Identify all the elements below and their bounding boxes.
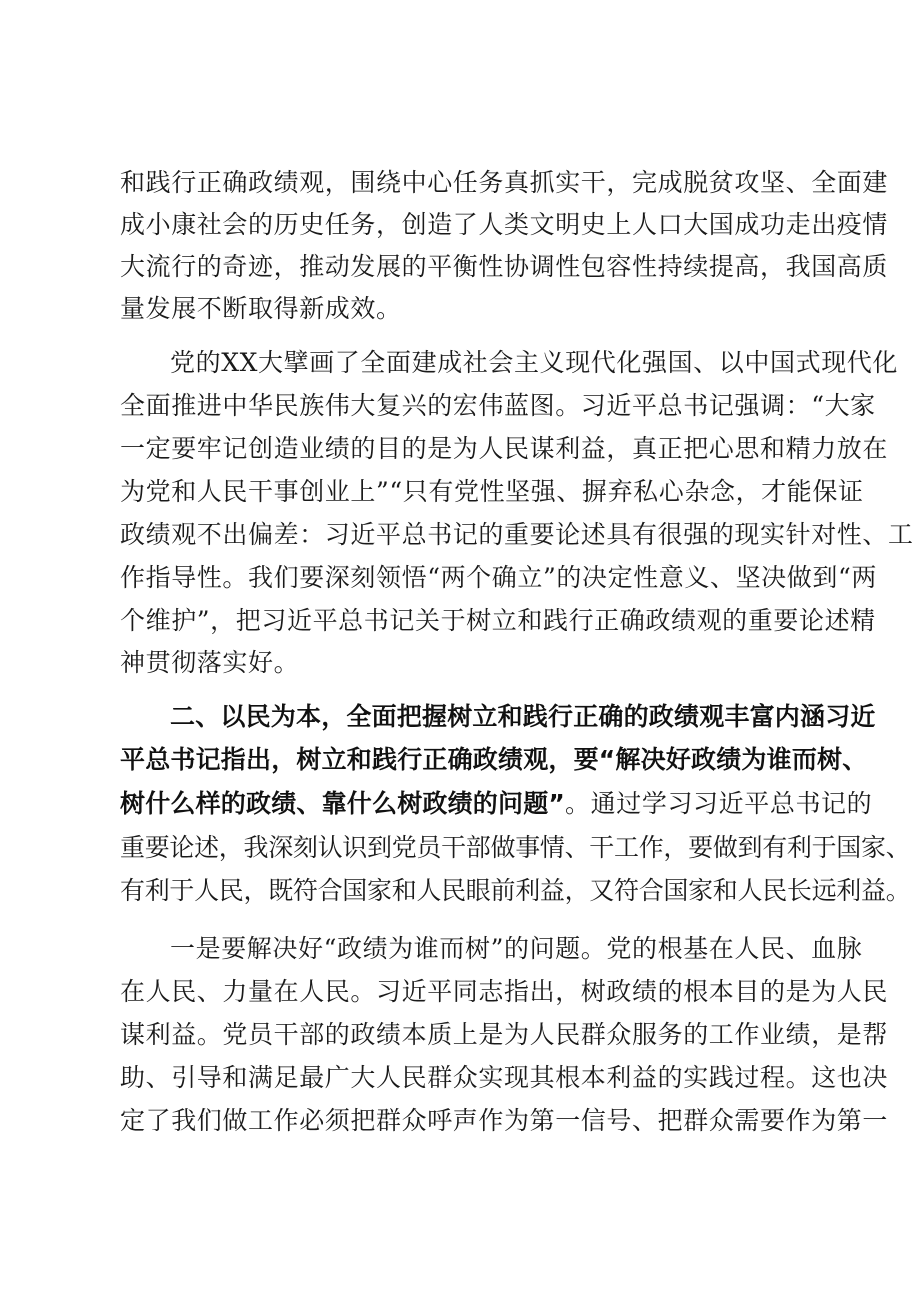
- text-line: 助、引导和满足最广大人民群众实现其根本利益的实践过程。这也决: [120, 1063, 889, 1092]
- text-line: 一是要解决好“政绩为谁而树”的问题。党的根基在人民、血脉: [170, 934, 863, 963]
- text-line: 大流行的奇迹，推动发展的平衡性协调性包容性持续提高，我国高质: [120, 252, 889, 281]
- text-line: 量发展不断取得新成效。: [120, 294, 402, 323]
- mixed-line: [120, 789, 872, 819]
- text-line: 有利于人民，既符合国家和人民眼前利益，又符合国家和人民长远利益。: [120, 876, 911, 905]
- text-line: 政绩观不出偏差：习近平总书记的重要论述具有很强的现实针对性、工: [120, 520, 914, 549]
- text-line: 成小康社会的历史任务，创造了人类文明史上人口大国成功走出疫情: [120, 210, 889, 239]
- text-line: 为党和人民干事创业上”“只有党性坚强、摒弃私心杂念，才能保证: [120, 477, 864, 506]
- section-heading-line: 平总书记指出，树立和践行正确政绩观，要“解决好政绩为谁而树、: [120, 745, 868, 774]
- text-line: 定了我们做工作必须把群众呼声作为第一信号、把群众需要作为第一: [120, 1106, 889, 1135]
- section-heading-line: 二、以民为本，全面把握树立和践行正确的政绩观丰富内涵习近: [170, 702, 876, 731]
- text-line: 党的XX大擘画了全面建成社会主义现代化强国、以中国式现代化: [170, 348, 898, 377]
- text-line: 作指导性。我们要深刻领悟“两个确立”的决定性意义、坚决做到“两: [120, 563, 877, 592]
- text-line: 谋利益。党员干部的政绩本质上是为人民群众服务的工作业绩，是帮: [120, 1020, 889, 1049]
- text-line: 重要论述，我深刻认识到党员干部做事情、干工作，要做到有利于国家、: [120, 833, 911, 862]
- text-line: 全面推进中华民族伟大复兴的宏伟蓝图。习近平总书记强调：“大家: [120, 391, 876, 420]
- section-heading-tail: 树什么样的政绩、靠什么树政绩的问题”: [120, 789, 566, 818]
- text-fragment: 。通过学习习近平总书记的: [565, 789, 873, 818]
- text-line: 个维护”，把习近平总书记关于树立和践行正确政绩观的重要论述精: [120, 606, 876, 635]
- text-line: 神贯彻落实好。: [120, 648, 300, 677]
- text-line: 和践行正确政绩观，围绕中心任务真抓实干，完成脱贫攻坚、全面建: [120, 168, 889, 197]
- text-line: 一定要牢记创造业绩的目的是为人民谋利益，真正把心思和精力放在: [120, 434, 889, 463]
- text-line: 在人民、力量在人民。习近平同志指出，树政绩的根本目的是为人民: [120, 977, 889, 1006]
